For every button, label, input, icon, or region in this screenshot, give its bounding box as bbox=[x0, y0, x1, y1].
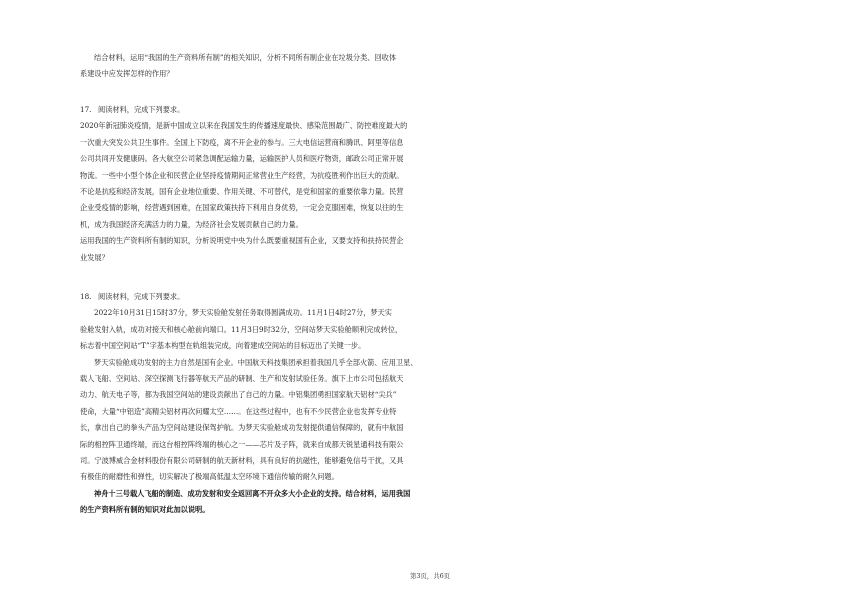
q18-para2-line: 际的相控阵卫通终端，而这台相控阵终端的核心之一——芯片及子阵，就来自成都天锐星通科技有限公 bbox=[80, 439, 404, 449]
q18-para2-line: 有极佳的耐磨性和弹性，切实解决了极端高低温太空环境下通信传输的耐久问题。 bbox=[80, 472, 339, 482]
q17-line: 2020年新冠肺炎疫情，是新中国成立以来在我国发生的传播速度最快、感染范围最广、防控难度最大的 bbox=[80, 121, 408, 131]
q17-line: 公司共同开发健康码。各大航空公司紧急调配运输力量，运输医护人员和医疗物资，邮政公司正常开展 bbox=[80, 154, 404, 164]
question-title: 阅读材料，完成下列要求。 bbox=[98, 105, 185, 114]
q18-para2-line: 载人飞船、空间站、深空探测飞行器等航天产品的研制、生产和发射试验任务。旗下上市公司包括航天 bbox=[80, 374, 404, 384]
q18-para2-line: 使命，大量“中铝造”高精尖铝材再次问耀太空……。在这些过程中，也有不少民营企业也发挥专业特 bbox=[80, 406, 397, 416]
question-18-heading bbox=[80, 289, 426, 305]
intro-block bbox=[80, 50, 426, 83]
question-number: 18. bbox=[80, 292, 92, 301]
q18-para2-line: 动力、航天电子等，都为我国空间站的建设贡献出了自己的力量。中铝集团勇担国家航天铝材“尖兵” bbox=[80, 390, 397, 400]
question-number: 17. bbox=[80, 105, 92, 114]
q17-line: 业发展？ bbox=[80, 252, 109, 262]
q17-line: 运用我国的生产资料所有制的知识，分析说明党中央为什么既要重视国有企业，又要支持和扶持民营企 bbox=[80, 236, 404, 246]
intro-line: 结合材料，运用“我国的生产资料所有制”的相关知识，分析不同所有制企业在垃圾分类、回收体 bbox=[94, 53, 397, 62]
question-17-heading bbox=[80, 102, 426, 118]
q18-question-line: 的生产资料所有制的知识对此加以说明。 bbox=[80, 505, 210, 515]
question-18 bbox=[80, 289, 426, 519]
q18-para1-line: 标志着中国空间站“T”字基本构型在轨组装完成，向着建成空间站的目标迈出了关键一步。 bbox=[80, 341, 366, 351]
question-17 bbox=[80, 102, 426, 266]
q17-line: 企业受疫情的影响，经营遇到困难，在国家政策扶持下利用自身优势，一定会克服困难，恢复以往的生 bbox=[80, 203, 404, 213]
q17-line: 机，成为我国经济充满活力的力量，为经济社会发展贡献自己的力量。 bbox=[80, 219, 303, 229]
q18-para2-line: 司。宁波博威合金材料股份有限公司研制的航天新材料，具有良好的抗磁性，能够避免信号干扰，又具 bbox=[80, 456, 404, 466]
question-title: 阅读材料，完成下列要求。 bbox=[98, 292, 185, 301]
q18-para2-line: 梦天实验舱成功发射的主力自然是国有企业。中国航天科技集团承担着我国几乎全部火箭、应用卫星、 bbox=[94, 357, 418, 367]
q17-line: 物流。一些中小型个体企业和民营企业坚持疫情期间正常营业生产经营，为抗疫胜利作出巨大的贡献。 bbox=[80, 170, 404, 180]
q18-para1-line: 2022年10月31日15时37分，梦天实验舱发射任务取得圆满成功。11月1日4时27分，梦天实 bbox=[94, 308, 392, 318]
q18-para2-line: 长，拿出自己的拳头产品为空间站建设保驾护航。为梦天实验舱成功发射提供通信保障的，就有中航国 bbox=[80, 423, 404, 433]
q18-question-line: 神舟十三号载人飞船的制造、成功发射和安全返回离不开众多大小企业的支持。结合材料，运用我国 bbox=[94, 488, 411, 498]
q17-line: 一次重大突发公共卫生事件。全国上下防疫，离不开企业的参与。三大电信运营商和腾讯、阿里等信息 bbox=[80, 137, 404, 147]
intro-line: 系建设中应发挥怎样的作用？ bbox=[80, 69, 174, 79]
q17-line: 不论是抗疫和经济发展，国有企业地位重要、作用关键、不可替代，是党和国家的重要依靠力量。民营 bbox=[80, 187, 404, 197]
q18-para1-line: 验舱发射入轨，成功对接天和核心舱前向端口。11月3日9时32分，空间站梦天实验舱顺利完成转位， bbox=[80, 324, 403, 334]
page-footer: 第3页，共6页 bbox=[409, 572, 451, 580]
